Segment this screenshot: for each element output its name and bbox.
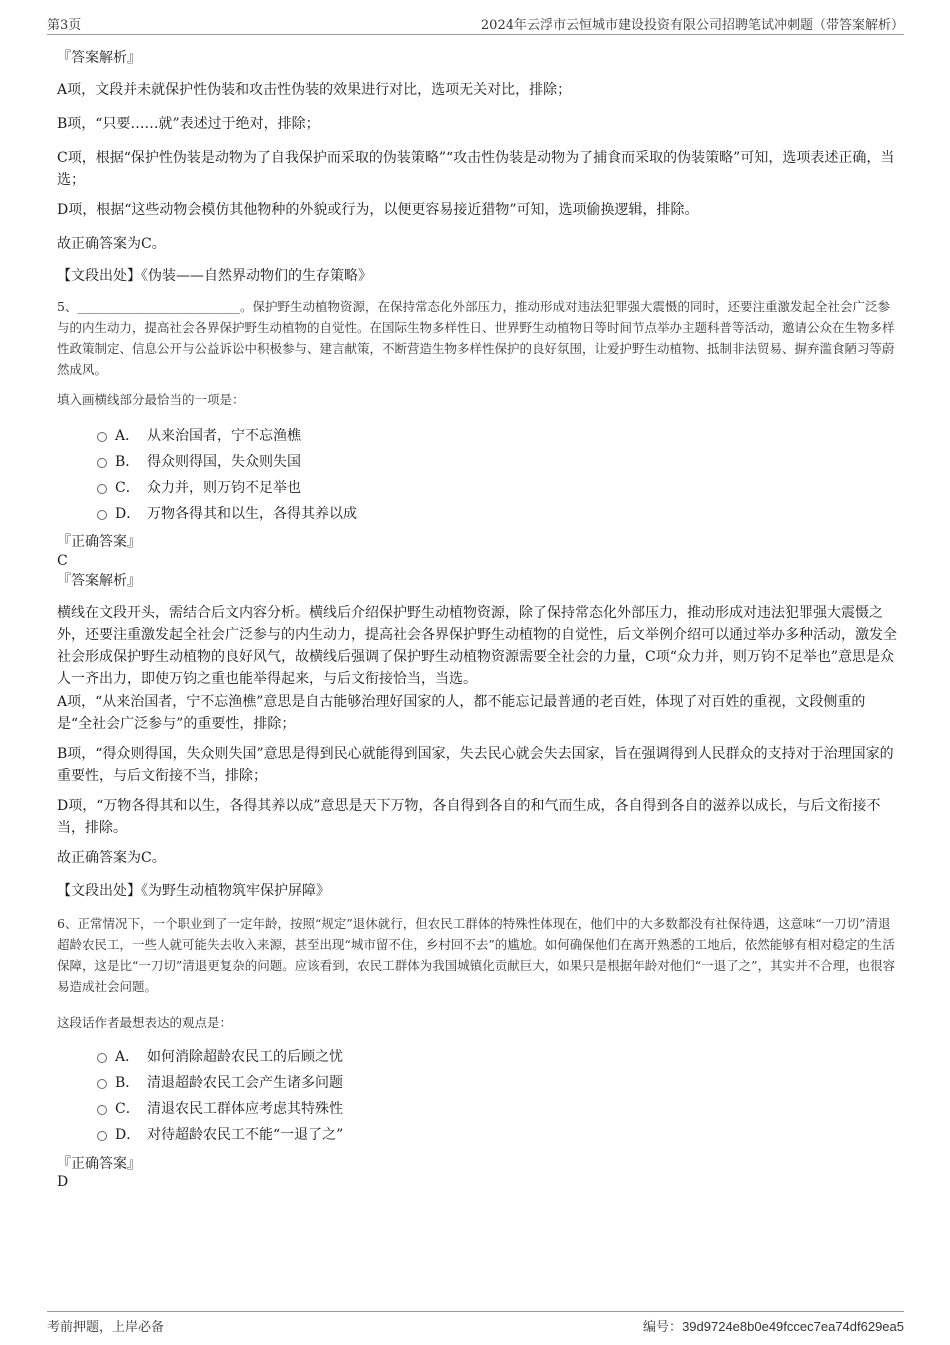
- page-header: [47, 14, 904, 35]
- radio-icon[interactable]: [97, 510, 107, 520]
- radio-icon[interactable]: [97, 484, 107, 494]
- correct-answer: C: [57, 553, 68, 569]
- option-d[interactable]: D． 万物各得其和以生，各得其养以成: [97, 501, 797, 527]
- option-c[interactable]: C． 众力并，则万钧不足举也: [97, 475, 797, 501]
- analysis-label: 『答案解析』: [57, 573, 141, 589]
- radio-icon[interactable]: [97, 1079, 107, 1089]
- page-number: 第3页: [47, 18, 82, 33]
- radio-icon[interactable]: [97, 1053, 107, 1063]
- question-6-prompt: 这段话作者最想表达的观点是：: [57, 1015, 233, 1030]
- option-a[interactable]: A． 从来治国者，宁不忘渔樵: [97, 423, 797, 449]
- analysis-option-a: A项，“从来治国者，宁不忘渔樵”意思是自古能够治理好国家的人，都不能忘记最普通的老百姓，体现了对百姓的重视，文段侧重的是“全社会广泛参与”的重要性，排除；: [57, 694, 866, 732]
- radio-icon[interactable]: [97, 1105, 107, 1115]
- question-6-options: [97, 1044, 797, 1148]
- question-6-text: 6、正常情况下，一个职业到了一定年龄，按照“规定”退休就行，但农民工群体的特殊性体现在，他们中的大多数都没有社保待遇，这意味“一刀切”清退超龄农民工，一些人就可能失去收入来源，甚至出现“城市留不住，乡村回不去”的尴尬。如何确保他们在离开熟悉的工地后，依然能够有相对稳定的生活保障，这是比“一刀切”清退更复杂的问题。应该看到，农民工群体为我国城镇化贡献巨大，如果只是根据年龄对他们“一退了之”，其实并不合理，也很容易造成社会问题。: [57, 916, 896, 994]
- page-footer: [47, 1311, 904, 1336]
- analysis-label: 『答案解析』: [57, 50, 141, 66]
- analysis-option-c: C项，根据“保护性伪装是动物为了自我保护而采取的伪装策略”“攻击性伪装是动物为了捕食而采取的伪装策略”可知，选项表述正确，当选；: [57, 150, 895, 188]
- radio-icon[interactable]: [97, 432, 107, 442]
- footer-slogan: 考前押题，上岸必备: [47, 1320, 165, 1335]
- option-b[interactable]: B． 得众则得国，失众则失国: [97, 449, 797, 475]
- analysis-option-b: B项，“只要……就”表述过于绝对，排除；: [57, 116, 320, 132]
- question-5-options: [97, 423, 797, 527]
- source-citation: 【文段出处】《为野生动植物筑牢保护屏障》: [57, 883, 330, 899]
- answer-conclusion: 故正确答案为C。: [57, 850, 166, 866]
- option-b[interactable]: B． 清退超龄农民工会产生诸多问题: [97, 1070, 797, 1096]
- option-a[interactable]: A． 如何消除超龄农民工的后顾之忧: [97, 1044, 797, 1070]
- document-code: 编号：39d9724e8b0e49fccec7ea74df629ea5: [643, 1319, 904, 1335]
- analysis-body: 横线在文段开头，需结合后文内容分析。横线后介绍保护野生动植物资源，除了保持常态化外部压力，推动形成对违法犯罪强大震慑之外，还要注重激发起全社会广泛参与的内生动力，提高社会各界保护野生动植物的自觉性，后文举例介绍可以通过举办多种活动，激发全社会形成保护野生动植物的良好风气，故横线后强调了保护野生动植物资源需要全社会的力量，C项“众力并，则万钧不足举也”意思是众人一齐出力，即使万钧之重也能举得起来，与后文衔接恰当，当选。: [57, 605, 897, 687]
- analysis-option-b: B项，“得众则得国，失众则失国”意思是得到民心就能得到国家，失去民心就会失去国家，旨在强调得到人民群众的支持对于治理国家的重要性，与后文衔接不当，排除；: [57, 746, 894, 784]
- answer-conclusion: 故正确答案为C。: [57, 236, 166, 252]
- option-d[interactable]: D． 对待超龄农民工不能“一退了之”: [97, 1122, 797, 1148]
- radio-icon[interactable]: [97, 458, 107, 468]
- analysis-option-a: A项，文段并未就保护性伪装和攻击性伪装的效果进行对比，选项无关对比，排除；: [57, 82, 572, 98]
- analysis-option-d: D项，根据“这些动物会模仿其他物种的外貌或行为，以便更容易接近猎物”可知，选项偷换逻辑，排除。: [57, 202, 699, 218]
- answer-label: 『正确答案』: [57, 534, 141, 550]
- document-title: 2024年云浮市云恒城市建设投资有限公司招聘笔试冲刺题（带答案解析）: [480, 18, 904, 33]
- radio-icon[interactable]: [97, 1131, 107, 1141]
- answer-label: 『正确答案』: [57, 1156, 141, 1172]
- option-c[interactable]: C． 清退农民工群体应考虑其特殊性: [97, 1096, 797, 1122]
- question-5-text: 5、__________________________。保护野生动植物资源，在保持常态化外部压力，推动形成对违法犯罪强大震慑的同时，还要注重激发起全社会广泛参与的内生动力，提高社会各界保护野生动植物的自觉性。在国际生物多样性日、世界野生动植物日等时间节点举办主题科普等活动，邀请公众在生物多样性政策制定、信息公开与公益诉讼中积极参与、建言献策，不断营造生物多样性保护的良好氛围，让爱护野生动植物、抵制非法贸易、摒弃滥食陋习等蔚然成风。: [57, 299, 895, 377]
- source-citation: 【文段出处】《伪装——自然界动物们的生存策略》: [57, 268, 372, 284]
- correct-answer: D: [57, 1174, 69, 1190]
- analysis-option-d: D项，“万物各得其和以生，各得其养以成”意思是天下万物，各自得到各自的和气而生成，各自得到各自的滋养以成长，与后文衔接不当，排除。: [57, 798, 881, 836]
- question-5-prompt: 填入画横线部分最恰当的一项是：: [57, 392, 245, 407]
